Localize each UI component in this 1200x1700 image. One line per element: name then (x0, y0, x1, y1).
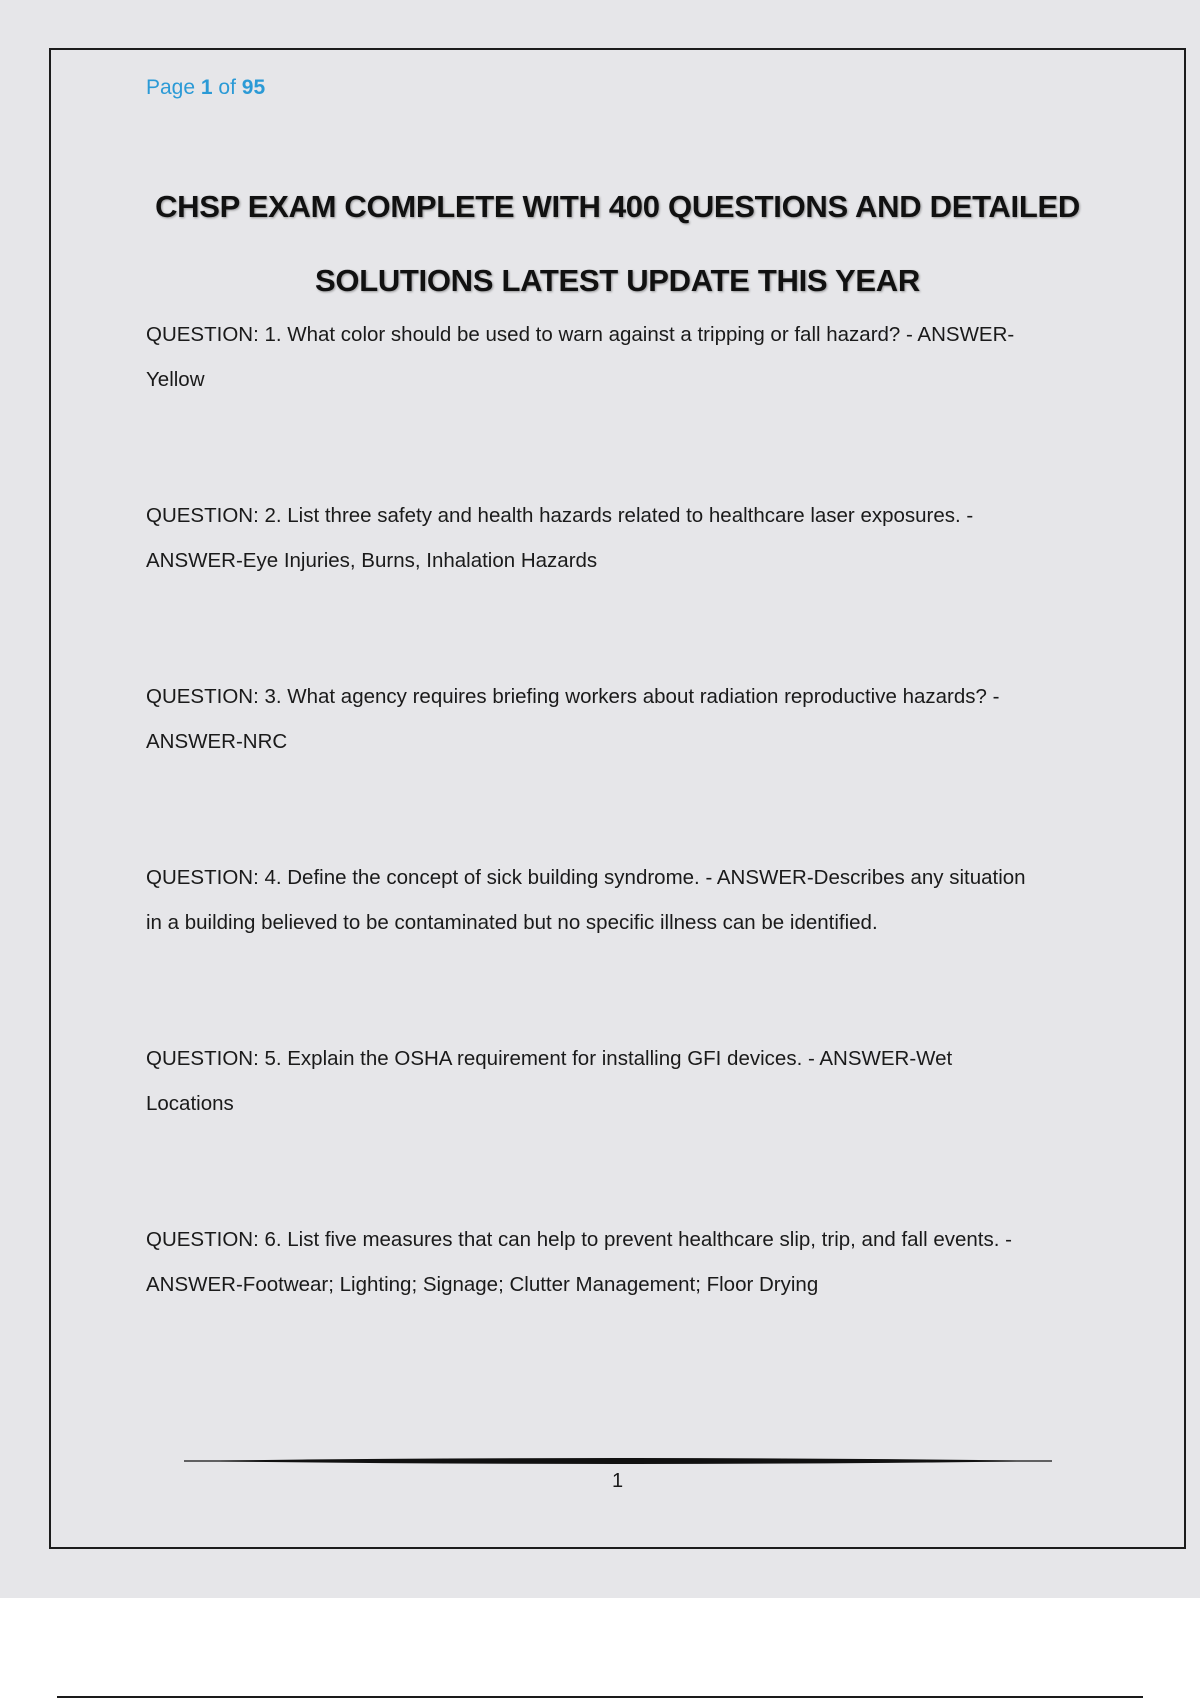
title-line-1: CHSP EXAM COMPLETE WITH 400 QUESTIONS AND DETAILED (155, 189, 1080, 224)
footer-page-number: 1 (611, 1470, 624, 1492)
question-text: QUESTION: 6. List five measures that can help to prevent healthcare slip, trip, and fall events. - (146, 1228, 1012, 1251)
question-text-continued: in a building believed to be contaminated but no specific illness can be identified. (146, 911, 878, 934)
current-page-number: 1 (200, 76, 213, 99)
document-page (49, 48, 1186, 1549)
question-item-1 (146, 312, 1136, 402)
total-pages-number: 95 (241, 76, 266, 99)
question-text-continued: ANSWER-Footwear; Lighting; Signage; Clutter Management; Floor Drying (146, 1273, 819, 1296)
question-item-2 (146, 493, 1136, 583)
title-line-2: SOLUTIONS LATEST UPDATE THIS YEAR (315, 263, 920, 298)
question-item-4 (146, 855, 1136, 945)
footer-divider (184, 1456, 1052, 1466)
question-text-continued: ANSWER-Eye Injuries, Burns, Inhalation Hazards (146, 549, 598, 572)
of-word: of (218, 76, 236, 99)
question-item-6 (146, 1217, 1136, 1307)
question-item-3 (146, 674, 1136, 764)
question-text: QUESTION: 5. Explain the OSHA requirement for installing GFI devices. - ANSWER-Wet (146, 1047, 953, 1070)
question-text: QUESTION: 3. What agency requires briefing workers about radiation reproductive hazards? - (146, 685, 1000, 708)
page-word: Page (146, 76, 196, 99)
question-text: QUESTION: 4. Define the concept of sick building syndrome. - ANSWER-Describes any situation (146, 866, 1026, 889)
question-text-continued: Yellow (146, 368, 205, 391)
question-text-continued: Locations (146, 1092, 234, 1115)
question-item-5 (146, 1036, 1136, 1126)
question-text: QUESTION: 1. What color should be used to warn against a tripping or fall hazard? - ANSWER- (146, 323, 1015, 346)
question-text-continued: ANSWER-NRC (146, 730, 288, 753)
next-page-top-rule (57, 1696, 1143, 1698)
question-text: QUESTION: 2. List three safety and health hazards related to healthcare laser exposures. - (146, 504, 974, 527)
page-counter (146, 76, 265, 100)
document-title (91, 170, 1144, 318)
